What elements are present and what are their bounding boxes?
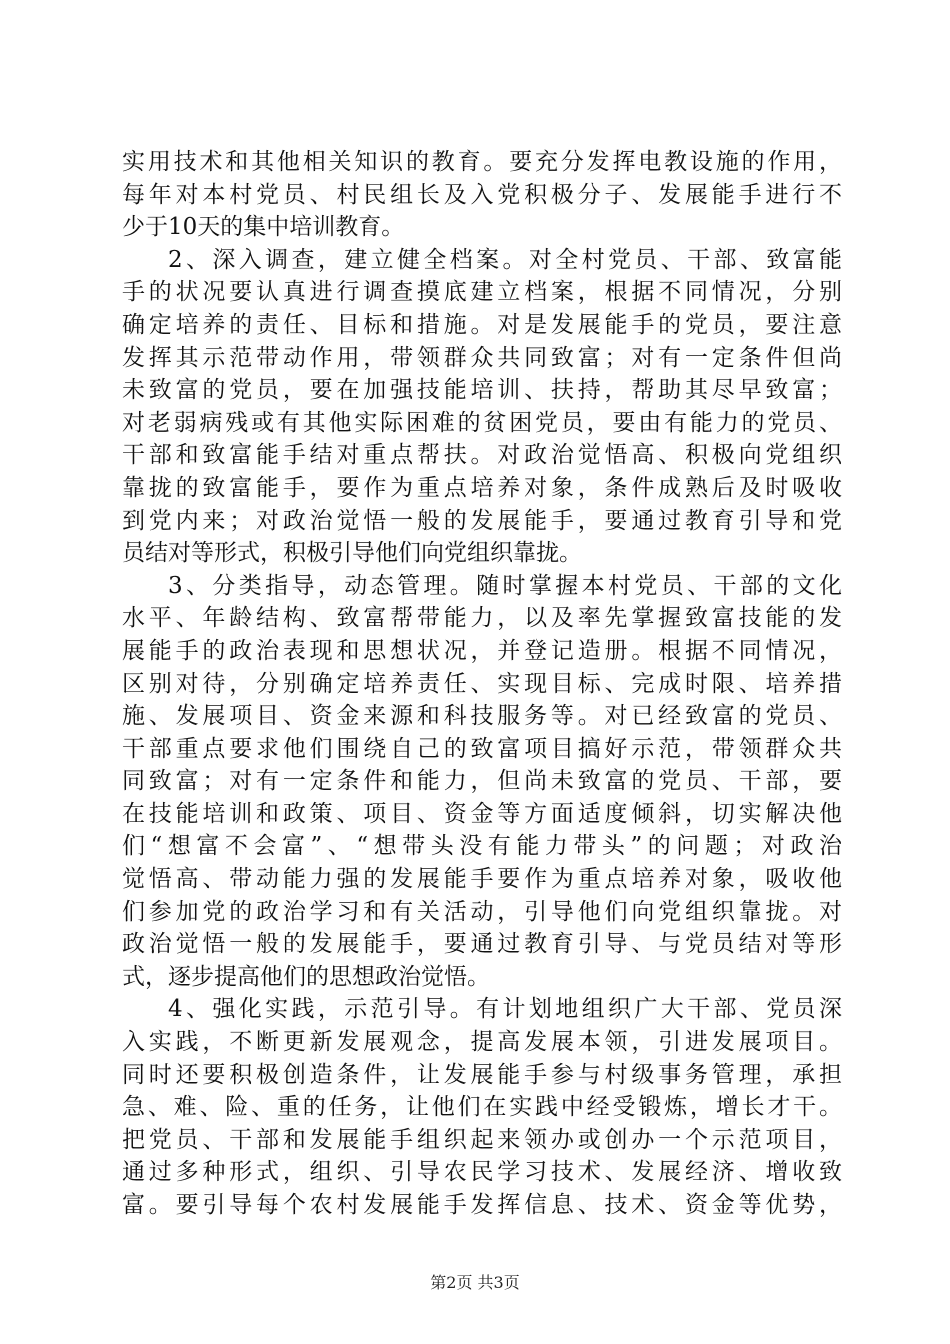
text-line: 同致富；对有一定条件和能力，但尚未致富的党员、干部，要 xyxy=(122,768,842,795)
text-line: 到党内来；对政治觉悟一般的发展能手，要通过教育引导和党 xyxy=(122,507,842,534)
text-line: 员结对等形式，积极引导他们向党组织靠拢。 xyxy=(122,540,582,567)
paragraph-3-first-line: 3、分类指导，动态管理。随时掌握本村党员、干部的文化 xyxy=(168,572,842,599)
text-line: 把党员、干部和发展能手组织起来领办或创办一个示范项目， xyxy=(122,1126,842,1153)
text-line: 们“想富不会富”、“想带头没有能力带头”的问题；对政治 xyxy=(122,833,842,860)
text-line: 施、发展项目、资金来源和科技服务等。对已经致富的党员、 xyxy=(122,703,842,730)
text-line: 通过多种形式，组织、引导农民学习技术、发展经济、增收致 xyxy=(122,1159,842,1186)
paragraph-4-first-line: 4、强化实践，示范引导。有计划地组织广大干部、党员深 xyxy=(168,996,842,1023)
text-line: 未致富的党员，要在加强技能培训、扶持，帮助其尽早致富； xyxy=(122,377,842,404)
text-line: 手的状况要认真进行调查摸底建立档案，根据不同情况，分别 xyxy=(122,279,842,306)
text-line: 发挥其示范带动作用，带领群众共同致富；对有一定条件但尚 xyxy=(122,344,842,371)
text-line: 急、难、险、重的任务，让他们在实践中经受锻炼，增长才干。 xyxy=(122,1094,842,1121)
text-line: 水平、年龄结构、致富帮带能力，以及率先掌握致富技能的发 xyxy=(122,605,842,632)
text-line: 富。要引导每个农村发展能手发挥信息、技术、资金等优势， xyxy=(122,1192,842,1218)
text-line: 干部重点要求他们围绕自己的致富项目搞好示范，带领群众共 xyxy=(122,735,842,762)
text-line: 觉悟高、带动能力强的发展能手要作为重点培养对象，吸收他 xyxy=(122,866,842,893)
text-line: 少于10天的集中培训教育。 xyxy=(122,214,405,241)
text-line: 靠拢的致富能手，要作为重点培养对象，条件成熟后及时吸收 xyxy=(122,474,842,501)
text-line: 对老弱病残或有其他实际困难的贫困党员，要由有能力的党员、 xyxy=(122,409,842,436)
text-line: 在技能培训和政策、项目、资金等方面适度倾斜，切实解决他 xyxy=(122,800,842,827)
text-line: 同时还要积极创造条件，让发展能手参与村级事务管理，承担 xyxy=(122,1061,842,1088)
text-line: 实用技术和其他相关知识的教育。要充分发挥电教设施的作用， xyxy=(122,149,842,175)
text-line: 政治觉悟一般的发展能手，要通过教育引导、与党员结对等形 xyxy=(122,931,842,958)
text-line: 干部和致富能手结对重点帮扶。对政治觉悟高、积极向党组织 xyxy=(122,442,842,469)
text-line: 区别对待，分别确定培养责任、实现目标、完成时限、培养措 xyxy=(122,670,842,697)
page-number-footer: 第2页 共3页 xyxy=(430,1273,520,1292)
text-line: 展能手的政治表现和思想状况，并登记造册。根据不同情况， xyxy=(122,637,842,664)
document-body xyxy=(122,146,842,1222)
text-line: 确定培养的责任、目标和措施。对是发展能手的党员，要注意 xyxy=(122,311,842,338)
text-line: 入实践，不断更新发展观念，提高发展本领，引进发展项目。 xyxy=(122,1029,842,1056)
text-line: 式，逐步提高他们的思想政治觉悟。 xyxy=(122,963,490,990)
paragraph-2-first-line: 2、深入调查，建立健全档案。对全村党员、干部、致富能 xyxy=(168,246,842,273)
text-line: 们参加党的政治学习和有关活动，引导他们向党组织靠拢。对 xyxy=(122,898,842,925)
text-line: 每年对本村党员、村民组长及入党积极分子、发展能手进行不 xyxy=(122,181,842,208)
